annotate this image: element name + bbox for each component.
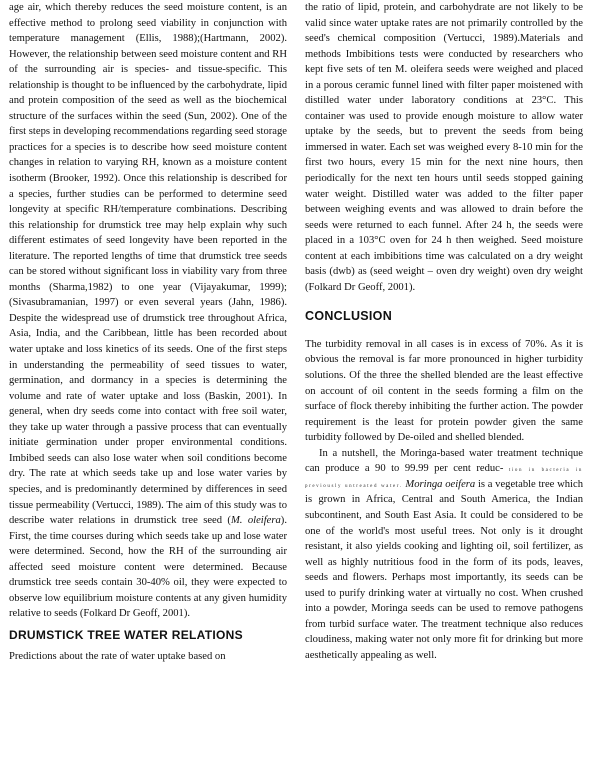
right-column [305, 0, 583, 663]
left-column [9, 0, 287, 665]
species-name: M. oleifera [230, 515, 281, 527]
paragraph-text: age air, which thereby reduces the seed moisture content, is an effective method to prolong seed viability in conjunction with temperature management (Ellis, 1988);(Hartmann, 2002). However, the relationship between seed moisture content and RH of the surrounding air is species- and tissue-specific. This relationship is thought to be influenced by the carbohydrate, lipid and protein composition of the seed as well as the biochemical structure of the surfaces within the seed (Sun, 2002). One of the first steps in developing recommendations regarding seed storage practices for a species is to describe how seed moisture content changes in relation to varying RH, known as a moisture content isotherm (Brooker, 1992). Once this relationship is described for a species, further studies can be performed to determine seed longevity at specific RH/temperature combinations. Describing this relationship for drumstick tree may help explain why such different estimates of seed longevity have been reported in the literature. The reported lengths of time that drumstick tree seeds can be stored without significant loss in viability vary from three months (Sharma,1982) to one year (Vijayakumar, 1999); (Sivasubramanian, 1997) or even several years (Jahn, 1986). Despite the widespread use of drumstick tree throughout Africa, Asia, India, and the Caribbean, little has been recorded about water uptake and loss kinetics of its seeds. One of the first steps in understanding the permeability of seed tissues to water, germination, and dormancy in a species is determining the volume and rate of water uptake and loss (Baskin, 2001). In general, when dry seeds come into contact with free soil water, they take up water through a passive process that can eventually initiate germination under proper environmental conditions. Imbibed seeds can also lose water when soil conditions become dry. The rate at which seeds take up and lose water varies by species, and is predominantly determined by differences in seed tissue permeability (Vertucci, 1989). The aim of this study was to describe water relations in drumstick tree seed ( [9, 2, 287, 527]
paragraph-text: ). First, the time courses during which seeds take up and lose water were determined. Second, how the RH of the surrounding air affected seed moisture content were determined. Because drumstick tree seeds contain 30-40% oil, they were expected to observe low equilibrium moisture contents at any given humidity relative to seeds (Folkard Dr Geoff, 2001). [9, 515, 287, 620]
paragraph-text: In a nutshell, the Moringa-based water treatment technique can produce a 90 to 99.99 per cent reduc- [305, 447, 583, 475]
section-heading: DRUMSTICK TREE WATER RELATIONS [9, 627, 243, 642]
tiny-text: tion in bacteria in previously untreated water. [305, 468, 583, 489]
species-name: Moringa oeifera [405, 478, 476, 490]
body-paragraph: Predictions about the rate of water uptake based on [9, 651, 226, 663]
section-heading: CONCLUSION [305, 309, 393, 324]
body-paragraph [9, 0, 287, 622]
body-paragraph [305, 446, 583, 664]
paragraph-text: is a vegetable tree which is grown in Africa, Central and South America, the Indian subcontinent, and South East Asia. It could be considered to be one of the world's most useful trees. Not only is it drought resistant, it also yields cooking and lighting oil, soil fertilizer, as well as highly nutritious food in the form of its pods, leaves, seeds and flowers. Perhaps most importantly, its seeds can be used to purify drinking water at virtually no cost. When crushed into a powder, Moringa seeds can be used to remove pathogens from turbid surface water. The treatment technique also reduces cloudiness, making water not only more fit for drinking but more aesthetically appealing as well. [305, 478, 583, 661]
body-paragraph: the ratio of lipid, protein, and carbohydrate are not likely to be valid since water uptake rates are not primarily controlled by the seed's chemical composition (Vertucci, 1989).Materials and methods Imbibitions tests were conducted by researchers who kept five sets of ten M. oleifera seeds were weighed and placed in a porous ceramic funnel lined with filter paper moistened with distilled water under laboratory conditions at 23°C. This container was used to provide enough moisture to allow water uptake by the seeds, but to prevent the seeds from being immersed in water. Each set was weighed every 8-10 min for the first two hours, every 15 min for the next nine hours, then periodically for the next ten hours until seeds stopped gaining water weight. Distilled water was added to the filter paper between weighing events and was allowed to drain before the seeds were returned to each funnel. After 24 h, the seeds were placed in a 103°C oven for 24 h then weighed. Seed moisture content at each imbibitions time was calculated on a dry weight basis (dwb) as (seed weight – oven dry weight) oven dry weight (Folkard Dr Geoff, 2001). [305, 2, 583, 293]
body-paragraph: The turbidity removal in all cases is in excess of 70%. As it is obvious the removal is far more pronounced in higher turbidity solutions. Of the three the shelled blended are the least effective on account of oil content in the seeds forming a film on the surface of flock thereby inhibiting the further action. The powder requirement is the least for protein powder given the same turbidity followed by De-oiled and shelled blended. [305, 338, 583, 444]
